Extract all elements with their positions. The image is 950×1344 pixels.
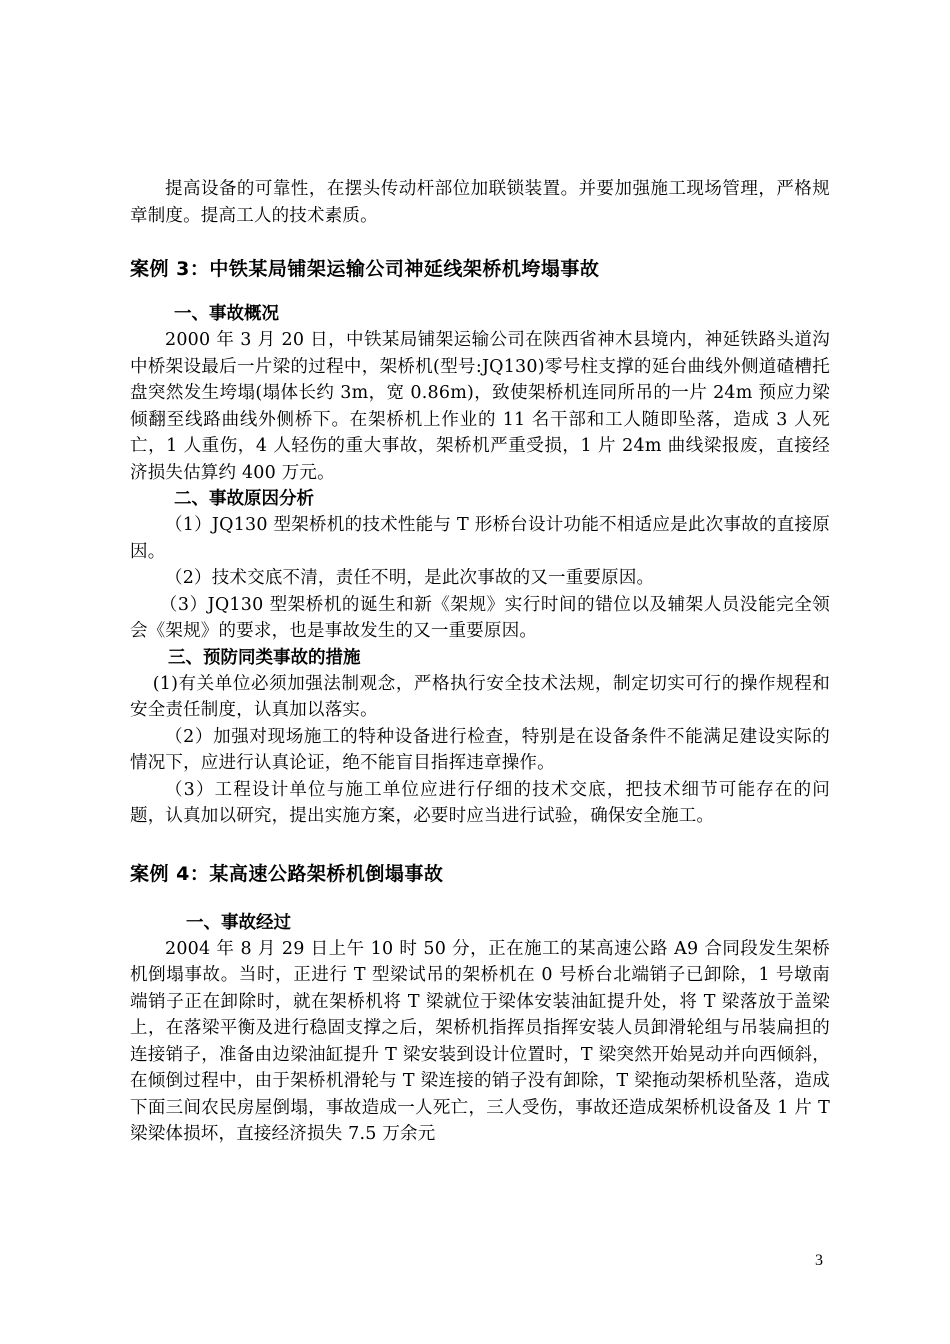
case4-section1-title: 一、事故经过 [186,912,291,933]
case3-section2-title: 二、事故原因分析 [174,489,314,509]
case3-section3-item: (1)有关单位必须加强法制观念，严格执行安全技术法规，制定切实可行的操作规程和安全责任制度，认真加以落实。 [130,673,830,720]
page-number: 3 [815,1252,823,1269]
case3-section2-item: （1）JQ130 型架桥机的技术性能与 T 形桥台设计功能不相适应是此次事故的直接原因。 [130,515,830,562]
case3-section2-item: （3）JQ130 型架桥机的诞生和新《架规》实行时间的错位以及辅架人员没能完全领会《架规》的要求，也是事故发生的又一重要原因。 [130,594,830,641]
case3-section3-item: （2）加强对现场施工的特种设备进行检查，特别是在设备条件不能满足建设实际的情况下，应进行认真论证，绝不能盲目指挥违章操作。 [130,726,830,773]
case4-section1-body: 2004 年 8 月 29 日上午 10 时 50 分，正在施工的某高速公路 A9 合同段发生架桥机倒塌事故。当时，正进行 T 型梁试吊的架桥机在 0 号桥台北端销子已卸除，1 号墩南端销子正在卸除时，就在架桥机将 T 梁就位于梁体安装油缸提升处，将 T 梁落放于盖梁上，在落梁平衡及进行稳固支撑之后，架桥机指挥员指挥安装人员卸滑轮组与吊装扁担的连接销子，准备由边梁油缸提升 T 梁安装到设计位置时，T 梁突然开始晃动并向西倾斜，在倾倒过程中，由于架桥机滑轮与 T 梁连接的销子没有卸除，T 梁拖动架桥机坠落，造成下面三间农民房屋倒塌，事故造成一人死亡，三人受伤，事故还造成架桥机设备及 1 片 T 梁梁体损坏，直接经济损失 7.5 万余元 [130,938,830,1144]
case3-title: 案例 3：中铁某局铺架运输公司神延线架桥机垮塌事故 [130,258,600,280]
case3-section1-title: 一、事故概况 [174,304,279,324]
page-content [130,176,830,1148]
intro-paragraph: 提高设备的可靠性，在摆头传动杆部位加联锁装置。并要加强施工现场管理，严格规章制度。提高工人的技术素质。 [130,179,830,226]
case3-section3-title: 三、预防同类事故的措施 [168,647,361,668]
case3-section2-item: （2）技术交底不清，责任不明，是此次事故的又一重要原因。 [165,568,655,588]
case3-section1-body: 2000 年 3 月 20 日，中铁某局铺架运输公司在陕西省神木县境内，神延铁路头道沟中桥架设最后一片梁的过程中，架桥机(型号:JQ130)零号柱支撑的延台曲线外侧道碴槽托盘突然发生垮塌(塌体长约 3m，宽 0.86m)，致使架桥机连同所吊的一片 24m 预应力梁倾翻至线路曲线外侧桥下。在架桥机上作业的 11 名干部和工人随即坠落，造成 3 人死亡，1 人重伤，4 人轻伤的重大事故，架桥机严重受损，1 片 24m 曲线梁报废，直接经济损失估算约 400 万元。 [130,330,830,483]
case3-section3-item: （3）工程设计单位与施工单位应进行仔细的技术交底，把技术细节可能存在的问题，认真加以研究，提出实施方案，必要时应当进行试验，确保安全施工。 [130,779,830,826]
case4-title: 案例 4：某高速公路架桥机倒塌事故 [130,862,444,885]
